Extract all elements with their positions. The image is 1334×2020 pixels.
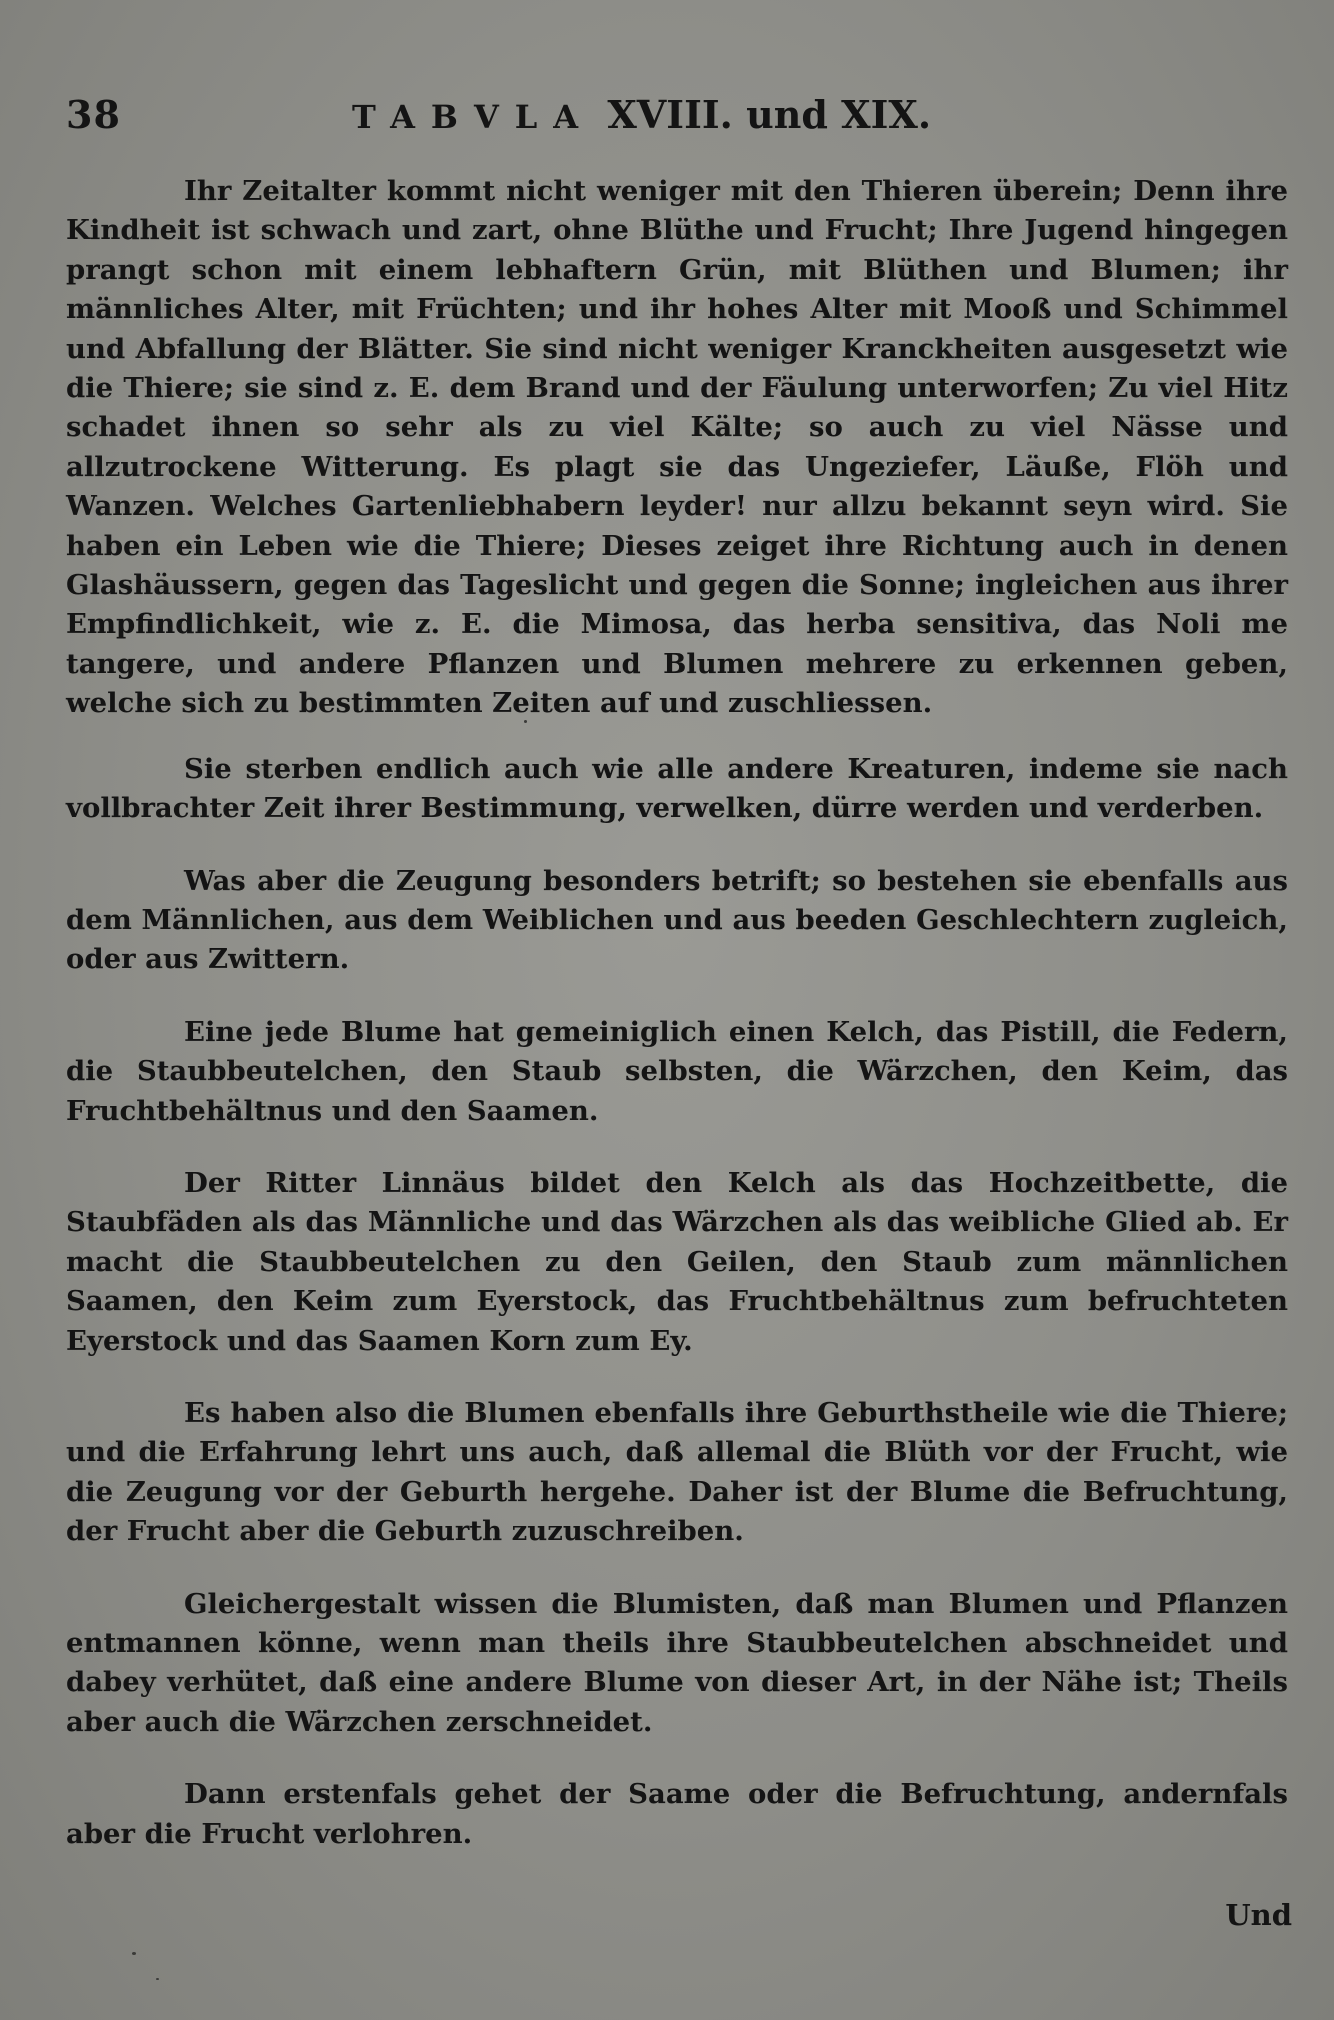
running-head-plates: XVIII. und XIX. <box>607 92 932 137</box>
paragraph: Sie sterben endlich auch wie alle andere Kreaturen, indeme sie nach vollbrachter Zeit ihrer Bestimmung, verwelken, dürre werden und verderben. <box>66 752 1288 825</box>
paragraph: Was aber die Zeugung besonders betrift; so bestehen sie ebenfalls aus dem Männlichen, aus dem Weiblichen und aus beeden Geschlechtern zugleich, oder aus Zwittern. <box>66 864 1288 976</box>
paragraph: Es haben also die Blumen ebenfalls ihre Geburthstheile wie die Thiere; und die Erfahrung lehrt uns auch, daß allemal die Blüth vor der Frucht, wie die Zeugung vor der Geburth hergehe. Daher ist der Blume die Befruchtung, der Frucht aber die Geburth zuzuschreiben. <box>66 1396 1288 1548</box>
paper-speck <box>132 1952 136 1955</box>
body-text <box>66 172 1288 1887</box>
page-number: 38 <box>66 92 121 137</box>
paper-speck <box>524 720 527 723</box>
running-head-tabula: TABVLA <box>352 98 595 136</box>
running-head <box>352 92 931 137</box>
paragraph: Ihr Zeitalter kommt nicht weniger mit den Thieren überein; Denn ihre Kindheit ist schwach und zart, ohne Blüthe und Frucht; Ihre Jugend hingegen prangt schon mit einem lebhaftern Grün, mit Blüthen und Blumen; ihr männliches Alter, mit Früchten; und ihr hohes Alter mit Mooß und Schimmel und Abfallung der Blätter. Sie sind nicht weniger Kranckheiten ausgesetzt wie die Thiere; sie sind z. E. dem Brand und der Fäulung unterworfen; Zu viel Hitz schadet ihnen so sehr als zu viel Kälte; so auch zu viel Nässe und allzutrockene Witterung. Es plagt sie das Ungeziefer, Läuße, Flöh und Wanzen. Welches Gartenliebhabern leyder! nur allzu bekannt seyn wird. Sie haben ein Leben wie die Thiere; Dieses zeiget ihre Richtung auch in denen Glashäussern, gegen das Tageslicht und gegen die Sonne; ingleichen aus ihrer Empfindlichkeit, wie z. E. die Mimosa, das herba sensitiva, das Noli me tangere, und andere Pflanzen und Blumen mehrere zu erkennen geben, welche sich zu bestimmten Zeiten auf und zuschliessen. <box>66 175 1288 720</box>
paragraph: Eine jede Blume hat gemeiniglich einen Kelch, das Pistill, die Federn, die Staubbeutelchen, den Staub selbsten, die Wärzchen, den Keim, das Fruchtbehältnus und den Saamen. <box>66 1015 1288 1127</box>
paragraph: Der Ritter Linnäus bildet den Kelch als das Hochzeitbette, die Staubfäden als das Männliche und das Wärzchen als das weibliche Glied ab. Er macht die Staubbeutelchen zu den Geilen, den Staub zum männlichen Saamen, den Keim zum Eyerstock, das Fruchtbehältnus zum befruchteten Eyerstock und das Saamen Korn zum Ey. <box>66 1166 1288 1357</box>
paragraph: Dann erstenfals gehet der Saame oder die Befruchtung, andernfals aber die Frucht verlohren. <box>66 1778 1288 1850</box>
catchword: Und <box>1225 1898 1292 1932</box>
page-header <box>0 92 1334 148</box>
paragraph: Gleichergestalt wissen die Blumisten, daß man Blumen und Pflanzen entmannen könne, wenn man theils ihre Staubbeutelchen abschneidet und dabey verhütet, daß eine andere Blume von dieser Art, in der Nähe ist; Theils aber auch die Wärzchen zerschneidet. <box>66 1587 1288 1738</box>
paper-speck <box>156 1978 159 1980</box>
